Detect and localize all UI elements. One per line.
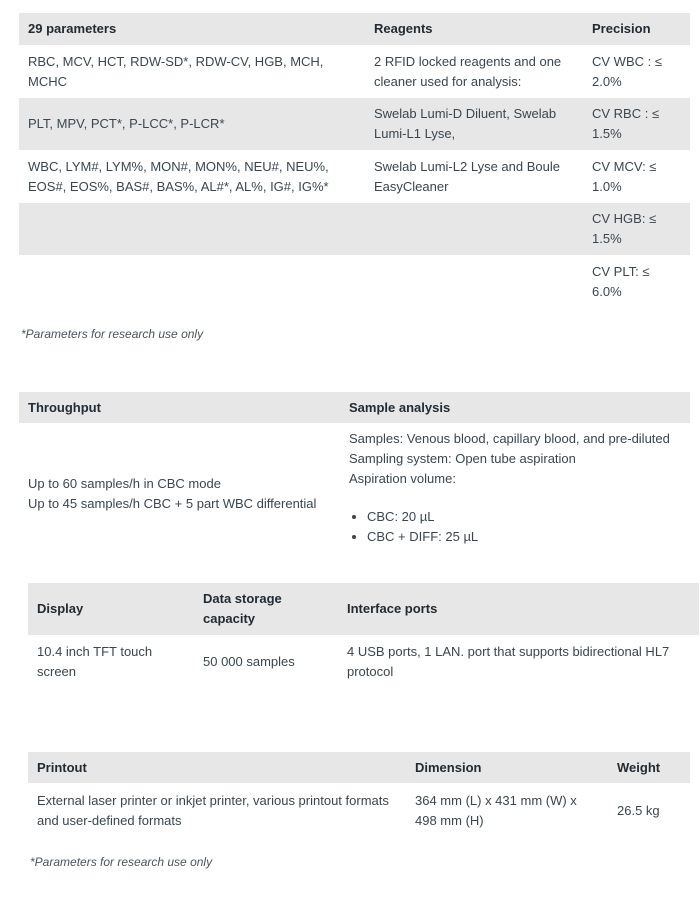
throughput-cell	[19, 423, 340, 555]
sample-analysis-cell	[340, 423, 690, 555]
throughput-cbc: Up to 60 samples/h in CBC mode	[28, 476, 221, 491]
precision-cell: CV WBC : ≤ 2.0%	[592, 53, 662, 89]
table-header-row	[28, 583, 699, 635]
display-cell: 10.4 inch TFT touch screen	[37, 643, 153, 679]
ports-cell: 4 USB ports, 1 LAN. port that supports bidirectional HL7 protocol	[347, 643, 670, 679]
table-row	[19, 423, 690, 555]
header-precision: Precision	[592, 21, 651, 36]
table-row	[19, 150, 690, 203]
reagents-cell	[365, 203, 583, 255]
table-row	[19, 98, 690, 150]
header-throughput: Throughput	[28, 399, 101, 415]
list-item: • CBC: 20 µL	[367, 507, 681, 527]
header-interface-ports: Interface ports	[347, 601, 438, 616]
parameters-cell: RBC, MCV, HCT, RDW-SD*, RDW-CV, HGB, MCH, MCHC	[28, 53, 324, 89]
aspiration-volume-text: Aspiration volume:	[349, 471, 456, 486]
parameters-cell	[19, 255, 365, 308]
header-data-storage: Data storage capacity	[203, 591, 282, 626]
sampling-system-text: Sampling system: Open tube aspiration	[349, 451, 576, 466]
precision-cell: CV RBC : ≤ 1.5%	[592, 106, 660, 141]
table-row	[19, 45, 690, 98]
throughput-table	[19, 392, 690, 555]
reagents-cell: Swelab Lumi-L2 Lyse and Boule EasyCleaner	[374, 158, 560, 194]
reagents-cell: Swelab Lumi-D Diluent, Swelab Lumi-L1 Lyse,	[374, 106, 557, 141]
table-header-row	[19, 392, 690, 423]
volume-list	[349, 507, 681, 547]
precision-cell: CV PLT: ≤ 6.0%	[592, 263, 650, 299]
table-row	[28, 783, 690, 838]
reagents-cell	[365, 255, 583, 308]
parameters-cell	[19, 203, 365, 255]
dimension-cell: 364 mm (L) x 431 mm (W) x 498 mm (H)	[415, 792, 577, 828]
table-header-row	[28, 752, 690, 783]
research-use-note: *Parameters for research use only	[21, 327, 204, 341]
printout-table	[28, 752, 690, 838]
header-weight: Weight	[617, 759, 661, 775]
header-dimension: Dimension	[415, 759, 482, 775]
table-header-row	[19, 13, 690, 45]
parameters-table	[19, 13, 690, 308]
storage-cell: 50 000 samples	[203, 653, 295, 669]
samples-text: Samples: Venous blood, capillary blood, and pre-diluted	[349, 431, 670, 446]
reagents-cell: 2 RFID locked reagents and one cleaner used for analysis:	[374, 53, 562, 89]
parameters-cell: PLT, MPV, PCT*, P-LCC*, P-LCR*	[28, 116, 225, 131]
table-row	[28, 635, 699, 688]
precision-cell: CV MCV: ≤ 1.0%	[592, 158, 657, 194]
header-reagents: Reagents	[374, 21, 433, 36]
list-item: • CBC + DIFF: 25 µL	[367, 527, 681, 547]
throughput-diff: Up to 45 samples/h CBC + 5 part WBC differential	[28, 496, 317, 511]
printout-cell: External laser printer or inkjet printer, various printout formats and user-defined formats	[37, 792, 389, 828]
table-row	[19, 203, 690, 255]
header-parameters: 29 parameters	[28, 21, 117, 36]
weight-cell: 26.5 kg	[617, 802, 660, 818]
header-printout: Printout	[37, 759, 87, 775]
header-sample-analysis: Sample analysis	[349, 399, 451, 415]
header-display: Display	[37, 601, 84, 616]
precision-cell: CV HGB: ≤ 1.5%	[592, 211, 657, 246]
table-row	[19, 255, 690, 308]
display-table	[28, 583, 699, 688]
research-use-note: *Parameters for research use only	[30, 855, 213, 869]
parameters-cell: WBC, LYM#, LYM%, MON#, MON%, NEU#, NEU%, EOS#, EOS%, BAS#, BAS%, AL#*, AL%, IG#, IG%*	[28, 158, 329, 194]
